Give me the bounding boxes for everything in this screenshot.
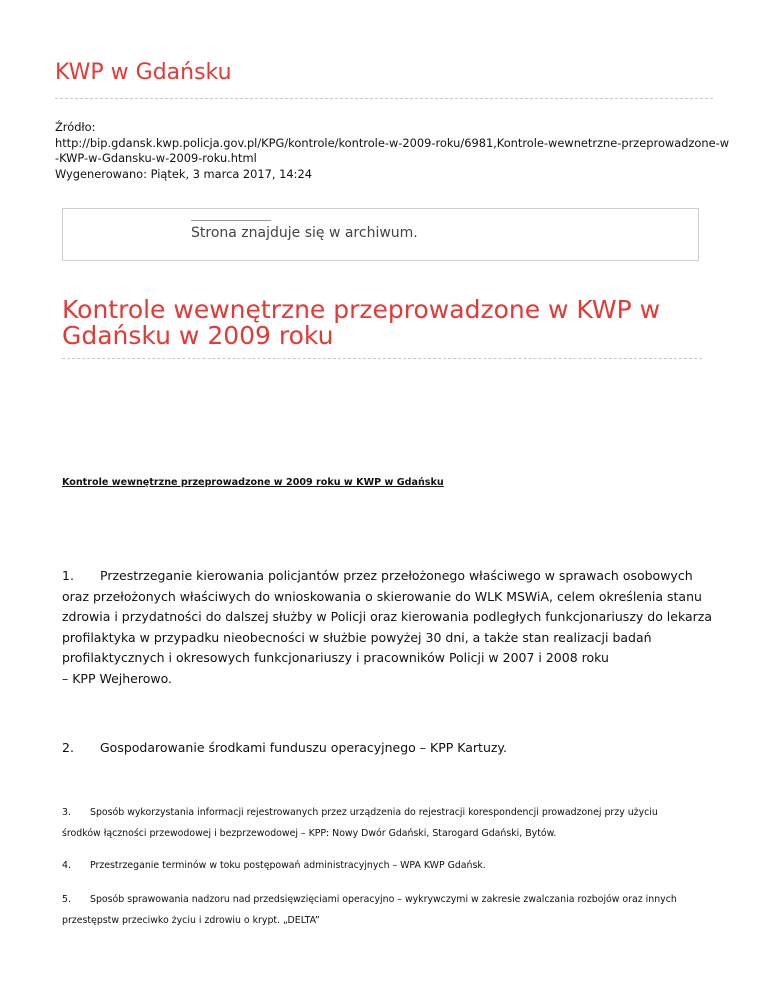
item-text-line: przestępstw przeciwko życiu i zdrowiu o krypt. „DELTA” <box>62 915 320 926</box>
item-number: 4. <box>62 860 71 871</box>
item-text-line: Przestrzeganie kierowania policjantów przez przełożonego właściwego w sprawach osobowych <box>100 568 693 583</box>
item-text-line: – KPP Wejherowo. <box>62 670 173 686</box>
source-url-line-1[interactable]: http://bip.gdansk.kwp.policja.gov.pl/KPG/kontrole/kontrole-w-2009-roku/6981,Kontrole-wewnetrzne-przeprowadzone-w <box>55 135 730 150</box>
source-info <box>55 120 730 182</box>
item-number: 2. <box>62 740 74 755</box>
title-divider <box>62 358 702 359</box>
item-text-line: profilaktycznych i okresowych funkcjonariuszy i pracowników Policji w 2007 i 2008 roku <box>62 650 609 665</box>
header-divider <box>55 98 713 99</box>
archive-notice-text: Strona znajduje się w archiwum. <box>191 225 418 241</box>
list-item <box>62 802 712 844</box>
item-text-line: oraz przełożonych właściwych do wnioskowania o skierowanie do WLK MSWiA, celem określenia stanu <box>62 588 702 604</box>
item-text: Przestrzeganie terminów w toku postępowań administracyjnych – WPA KWP Gdańsk. <box>90 860 486 871</box>
source-label: Źródło: <box>55 120 96 134</box>
item-number: 3. <box>62 807 71 818</box>
source-url-line-2[interactable]: -KWP-w-Gdansku-w-2009-roku.html <box>55 151 257 165</box>
site-title: KWP w Gdańsku <box>55 60 232 85</box>
item-text-line: Sposób sprawowania nadzoru nad przedsięwzięciami operacyjno – wykrywczymi w zakresie zwalczania rozbojów oraz innych <box>90 894 677 905</box>
item-text-line: profilaktyka w przypadku nieobecności w służbie powyżej 30 dni, a także stan realizacji badań <box>62 629 652 645</box>
content-subtitle: Kontrole wewnętrzne przeprowadzone w 2009 roku w KWP w Gdańsku <box>62 477 444 488</box>
list-item <box>62 889 712 931</box>
item-number: 5. <box>62 894 71 905</box>
item-text-line: zdrowia i przydatności do dalszej służby w Policji oraz kierowania podległych funkcjonariuszy do lekarza <box>62 609 713 624</box>
archive-notice-rule <box>191 220 271 221</box>
item-text-line: Sposób wykorzystania informacji rejestrowanych przez urządzenia do rejestracji korespondencji prowadzonej przy użyciu <box>90 807 658 818</box>
item-text: Gospodarowanie środkami funduszu operacyjnego – KPP Kartuzy. <box>100 740 508 755</box>
list-item <box>62 566 712 689</box>
generated-timestamp: Wygenerowano: Piątek, 3 marca 2017, 14:24 <box>55 166 312 181</box>
list-item <box>62 738 712 759</box>
item-number: 1. <box>62 568 74 583</box>
archive-notice-box <box>62 208 699 261</box>
item-text-line: środków łączności przewodowej i bezprzewodowej – KPP: Nowy Dwór Gdański, Starogard Gdański, Bytów. <box>62 828 557 839</box>
list-item <box>62 855 712 876</box>
page-title: Kontrole wewnętrzne przeprowadzone w KWP w Gdańsku w 2009 roku <box>62 295 661 350</box>
